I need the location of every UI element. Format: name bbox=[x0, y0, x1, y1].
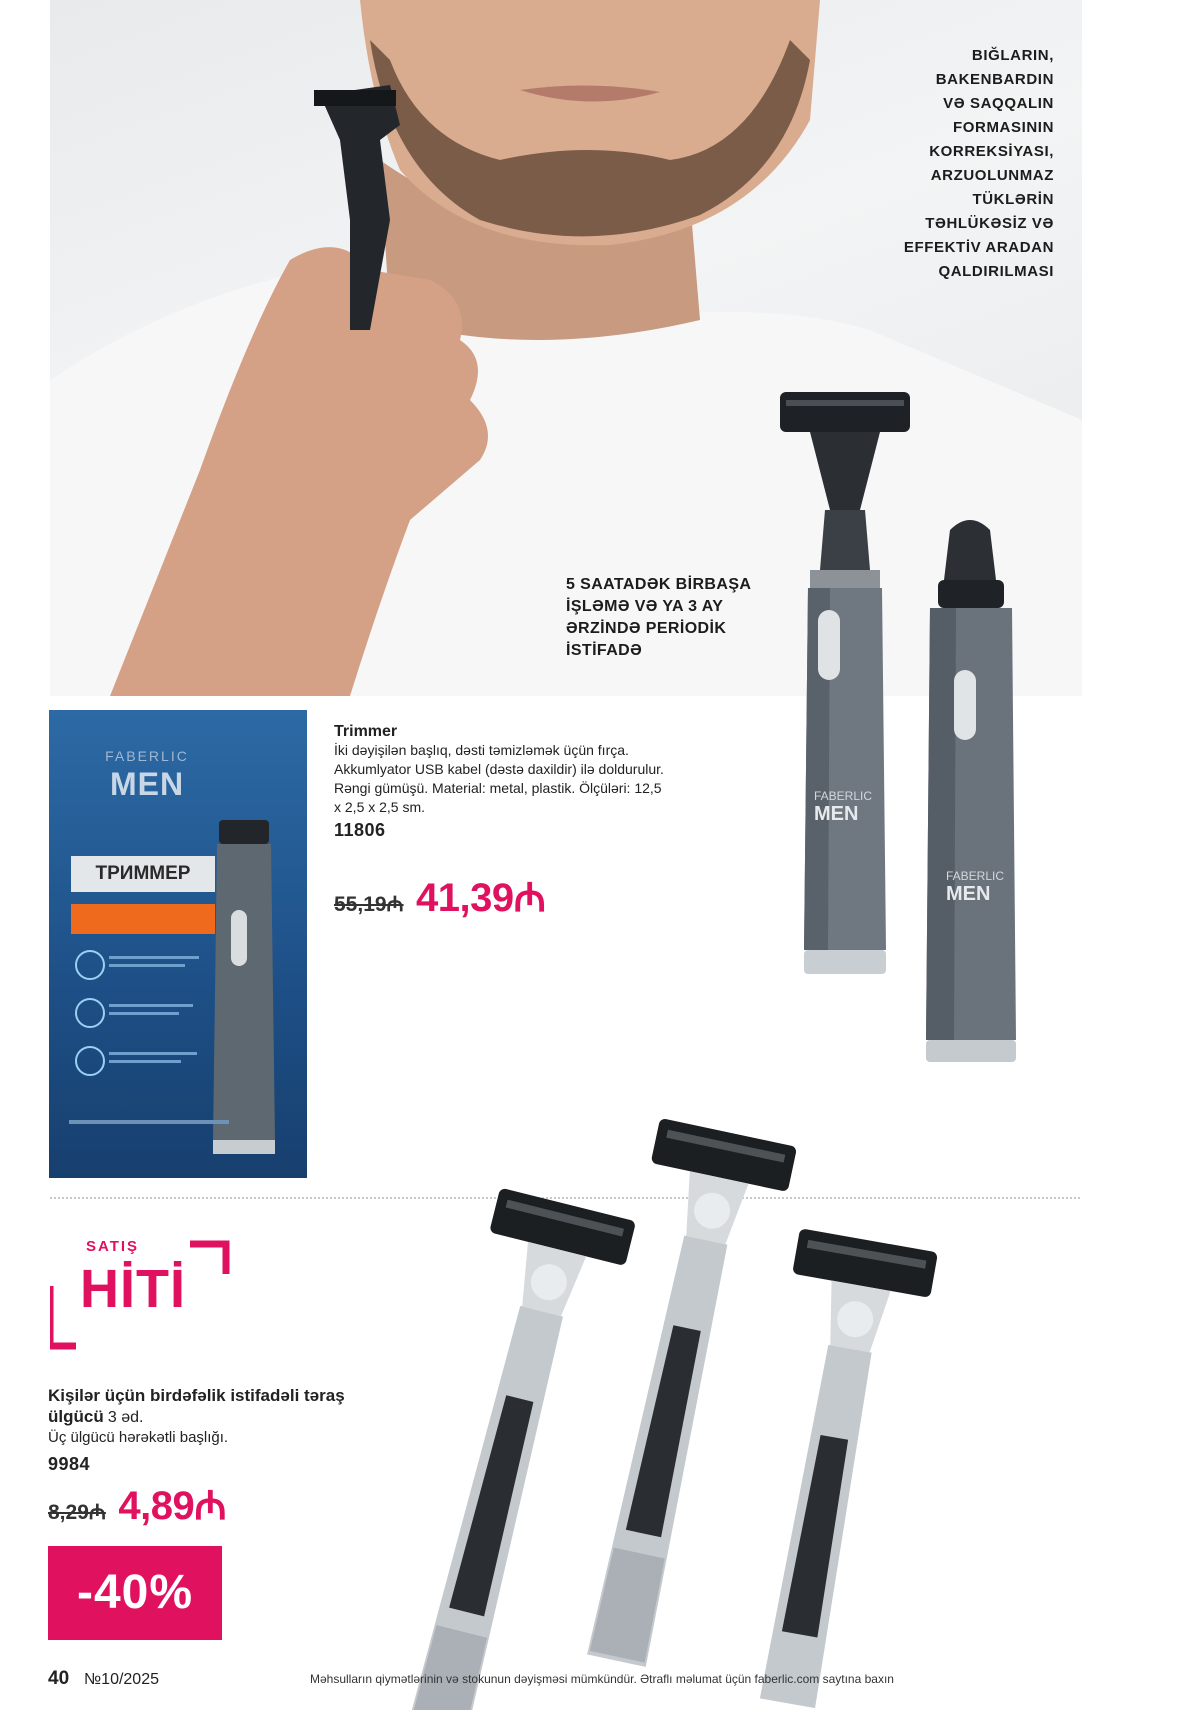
page-number: 40 bbox=[48, 1668, 70, 1689]
razor-right bbox=[719, 1228, 938, 1710]
razor-middle bbox=[548, 1118, 797, 1675]
razor-quantity: 3 əd. bbox=[107, 1409, 144, 1426]
trimmer-prices bbox=[334, 868, 546, 923]
bestseller-badge-top: SATIŞ bbox=[86, 1238, 140, 1255]
trimmer-description: İki dəyişilən başlıq, dəsti təmizləmək üçün fırça. Akkumlyator USB kabel (dəstə daxildir) ilə doldurulur. Rəngi gümüşü. Material: metal, plastik. Ölçüləri: 12,5 x 2,5 x 2,5 sm. bbox=[334, 742, 664, 815]
package-line: MEN bbox=[109, 766, 185, 802]
trimmer-code: 11806 bbox=[334, 820, 386, 840]
razor-old-price: 8,29₼ bbox=[48, 1501, 106, 1524]
package-trimmer-graphic bbox=[49, 710, 307, 1178]
trimmer-old-price: 55,19₼ bbox=[334, 893, 404, 916]
razor-description: Üç ülgücü hərəkətli başlığı. bbox=[48, 1429, 229, 1446]
discount-badge: -40% bbox=[48, 1546, 222, 1640]
razor-prices bbox=[48, 1476, 226, 1531]
package-brand: FABERLIC bbox=[105, 748, 189, 764]
razor-code: 9984 bbox=[48, 1454, 91, 1474]
trimmer-with-comb bbox=[780, 392, 910, 974]
nose-trimmer bbox=[926, 520, 1016, 1062]
footer-disclaimer: Məhsulların qiymətlərinin və stokunun dəyişməsi mümkündür. Ətraflı məlumat üçün faberlic.com saytına baxın bbox=[310, 1672, 894, 1686]
catalog-issue: №10/2025 bbox=[84, 1671, 159, 1688]
razor-title: Kişilər üçün birdəfəlik istifadəli təraş ülgücü bbox=[48, 1386, 345, 1426]
razors-image bbox=[360, 1090, 980, 1710]
device-brand-left: FABERLIC bbox=[814, 789, 873, 803]
trimmer-package-image bbox=[49, 710, 307, 1178]
bestseller-badge-main: HİTİ bbox=[80, 1259, 186, 1319]
trimmer-devices-image bbox=[770, 380, 1070, 1070]
device-brand-right: FABERLIC bbox=[946, 869, 1005, 883]
device-line-right: MEN bbox=[946, 883, 991, 905]
device-line-left: MEN bbox=[814, 803, 859, 825]
razor-details bbox=[48, 1386, 378, 1474]
hero-benefit-caption: BIĞLARIN, BAKENBARDIN VƏ SAQQALIN FORMASININ KORREKSİYASI, ARZUOLUNMAZ TÜKLƏRİN TƏHLÜKƏSİZ VƏ EFFEKTİV ARADAN QALDIRILMASI bbox=[903, 47, 1054, 280]
hero-usage-caption: 5 SAATADƏK BİRBAŞA İŞLƏMƏ VƏ YA 3 AY ƏRZİNDƏ PERİODİK İSTİFADƏ bbox=[566, 576, 752, 659]
trimmer-title: Trimmer bbox=[334, 723, 398, 740]
package-label: ТРИММЕР bbox=[71, 856, 215, 892]
razor-new-price: 4,89₼ bbox=[118, 1484, 227, 1528]
trimmer-new-price: 41,39₼ bbox=[416, 876, 546, 920]
package-footer-bar bbox=[69, 1120, 229, 1124]
trimmer-details bbox=[334, 722, 664, 840]
